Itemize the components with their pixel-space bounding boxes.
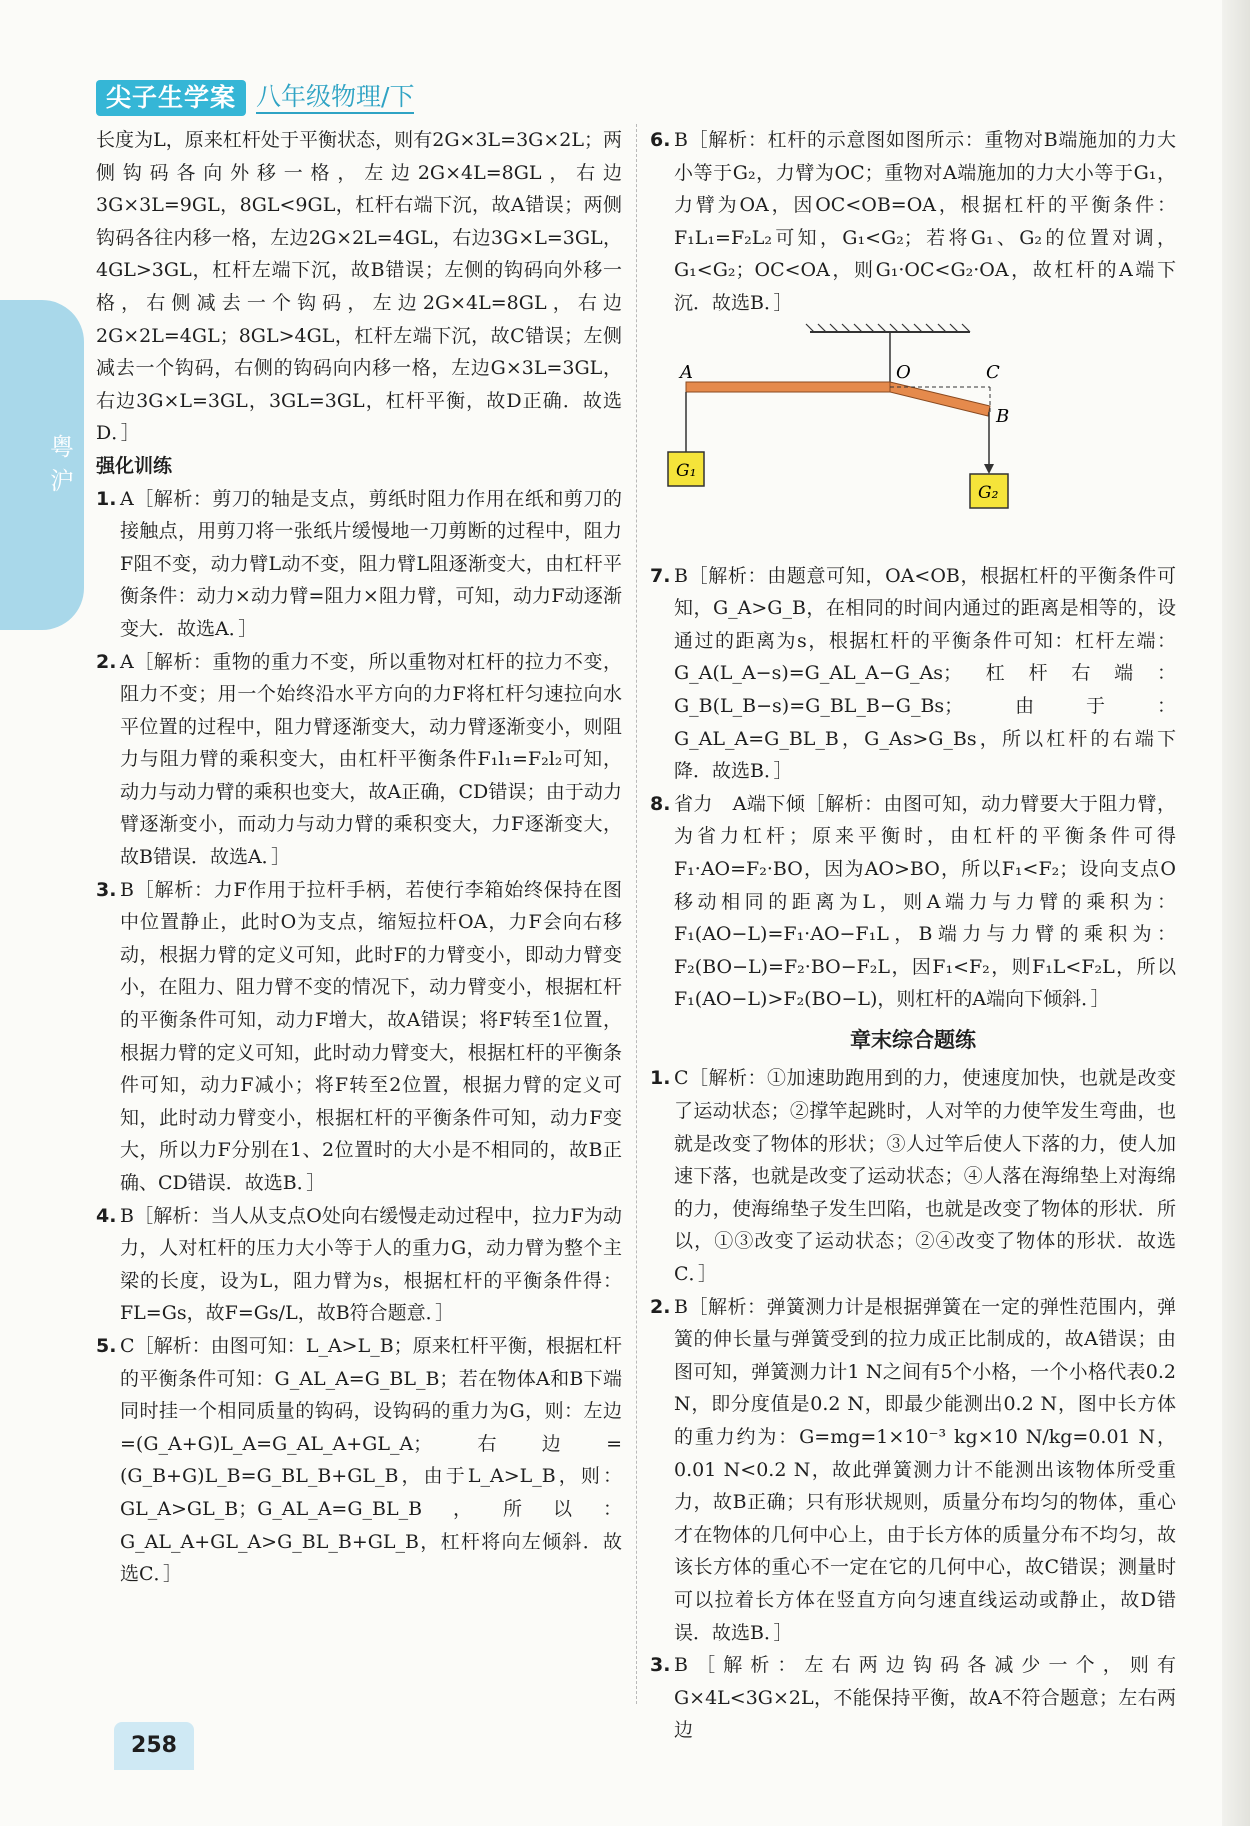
- label-g1: G₁: [676, 460, 697, 481]
- right-column: [650, 124, 1176, 1747]
- answer-number: 3.: [650, 1654, 671, 1677]
- arrow-b: [984, 464, 994, 474]
- page-number: 258: [114, 1722, 194, 1770]
- answer-item: [650, 1649, 1176, 1747]
- chapter-title: 章末综合题练: [850, 1027, 976, 1052]
- answer-number: 7.: [650, 564, 671, 587]
- answer-number: 1.: [650, 1067, 671, 1090]
- lever-diagram-svg: [650, 320, 1176, 560]
- answer-number: 1.: [96, 487, 117, 510]
- answer-item: [650, 124, 1176, 320]
- left-column: [96, 124, 622, 1591]
- label-b: B: [996, 405, 1010, 427]
- answer-number: 4.: [96, 1204, 117, 1227]
- answer-text: A［解析：重物的重力不变，所以重物对杠杆的拉力不变，阻力不变；用一个始终沿水平方向的力F将杠杆匀速拉向水平位置的过程中，阻力臂逐渐变大，动力臂逐渐变小，则阻力与阻力臂的乘积变大，由杠杆平衡条件F₁l₁=F₂l₂可知，动力与动力臂的乘积也变大，故A正确，CD错误；由于动力臂逐渐变小，而动力与动力臂的乘积变大，力F逐渐变大，故B错误．故选A．］: [120, 650, 622, 869]
- answer-number: 6.: [650, 129, 671, 151]
- continued-answer: 长度为L，原来杠杆处于平衡状态，则有2G×3L=3G×2L；两侧钩码各向外移一格，左边2G×4L=8GL，右边3G×3L=9GL，8GL<9GL，杠杆右端下沉，故A错误；两侧钩码各往内移一格，左边2G×2L=4GL，右边3G×L=3GL，4GL>3GL，杠杆左端下沉，故B错误；左侧的钩码向外移一格，右侧减去一个钩码，左边2G×4L=8GL，右边2G×2L=4GL；8GL>4GL，杠杆左端下沉，故C错误；左侧减去一个钩码，右侧的钩码向内移一格，左边G×3L=3GL，右边3G×L=3GL，3GL=3GL，杠杆平衡，故D正确．故选D．］: [96, 129, 622, 445]
- answer-item: [96, 874, 622, 1200]
- answer-text: B［解析：力F作用于拉杆手柄，若使行李箱始终保持在图中位置静止，此时O为支点，缩短拉杆OA，力F会向右移动，根据力臂的定义可知，此时F的力臂变小，即动力臂变小，在阻力、阻力臂不变的情况下，动力臂变小，根据杠杆的平衡条件可知，动力F增大，故A错误；将F转至1位置，根据力臂的定义可知，此时动力臂变大，根据杠杆的平衡条件可知，动力F减小；将F转至2位置，根据力臂的定义可知，此时动力臂变小，根据杠杆的平衡条件可知，动力F变大，所以力F分别在1、2位置时的大小是不相同的，故B正确、CD错误．故选B．］: [120, 878, 622, 1194]
- answer-text: B［解析：左右两边钩码各减少一个，则有G×4L<3G×2L，不能保持平衡，故A不符合题意；左右两边: [674, 1654, 1176, 1742]
- answer-number: 3.: [96, 878, 117, 901]
- column-divider: [636, 124, 637, 1704]
- answer-item: [650, 1062, 1176, 1290]
- label-c: C: [986, 361, 1000, 383]
- answer-text: B［解析：弹簧测力计是根据弹簧在一定的弹性范围内，弹簧的伸长量与弹簧受到的拉力成正比制成的，故A错误；由图可知，弹簧测力计1 N之间有5个小格，一个小格代表0.2 N，即分度值是0.2 N，即最少能测出0.2 N，图中长方体的重力约为：G=mg=1×10⁻³ kg×10 N/kg=0.01 N，0.01 N<0.2 N，故此弹簧测力计不能测出该物体所受重力，故B正确；只有形状规则，质量分布均匀的物体，重心才在物体的几何中心上，由于长方体的质量分布不均匀，故该长方体的重心不一定在它的几何中心，故C错误；测量时可以拉着长方体在竖直方向匀速直线运动或静止，故D错误．故选B．］: [674, 1295, 1176, 1644]
- answer-item: [96, 483, 622, 646]
- answer-list: [96, 483, 622, 1591]
- answer-number: 8.: [650, 792, 671, 815]
- book-subtitle: 八年级物理/下: [256, 82, 414, 114]
- answer-number: 5.: [96, 1334, 117, 1357]
- answer-item: [96, 646, 622, 874]
- answer-text: B［解析：杠杆的示意图如图所示：重物对B端施加的力大小等于G₂，力臂为OC；重物对A端施加的力大小等于G₁，力臂为OA，因OC<OB=OA，根据杠杆的平衡条件：F₁L₁=F₂L₂可知，G₁<G₂；若将G₁、G₂的位置对调，G₁<G₂；OC<OA，则G₁·OC<G₂·OA，故杠杆的A端下沉．故选B．］: [674, 129, 1176, 314]
- answer-item: [650, 560, 1176, 788]
- answer-text: B［解析：当人从支点O处向右缓慢走动过程中，拉力F为动力，人对杠杆的压力大小等于人的重力G，动力臂为整个主梁的长度，设为L，阻力臂为s，根据杠杆的平衡条件得：FL=Gs，故F=Gs/L，故B符合题意．］: [120, 1204, 622, 1325]
- answer-text: C［解析：①加速助跑用到的力，使速度加快，也就是改变了运动状态；②撑竿起跳时，人对竿的力使竿发生弯曲，也就是改变了物体的形状；③人过竿后使人下落的力，使人加速下落，也就是改变了运动状态；④人落在海绵垫上对海绵的力，使海绵垫子发生凹陷，也就是改变了物体的形状．所以，①③改变了运动状态；②④改变了物体的形状．故选C．］: [674, 1067, 1176, 1286]
- lever-arm-left: [686, 382, 890, 392]
- section-title: 强化训练: [96, 454, 173, 477]
- label-a: A: [680, 361, 693, 383]
- answer-text: C［解析：由图可知：L_A>L_B；原来杠杆平衡，根据杠杆的平衡条件可知：G_AL_A=G_BL_B；若在物体A和B下端同时挂一个相同质量的钩码，设钩码的重力为G，则：左边=(G_A+G)L_A=G_AL_A+GL_A；右边=(G_B+G)L_B=G_BL_B+GL_B，由于L_A>L_B，则：GL_A>GL_B；G_AL_A=G_BL_B，所以：G_AL_A+GL_A>G_BL_B+GL_B，杠杆将向左倾斜．故选C．］: [120, 1334, 622, 1586]
- page-header: [96, 80, 414, 116]
- answer-item: [96, 1330, 622, 1591]
- answer-text: A［解析：剪刀的轴是支点，剪纸时阻力作用在纸和剪刀的接触点，用剪刀将一张纸片缓慢地一刀剪断的过程中，阻力F阻不变，动力臂L动不变，阻力臂L阻逐渐变大，由杠杆平衡条件：动力×动力臂=阻力×阻力臂，可知，动力F动逐渐变大．故选A．］: [120, 487, 622, 640]
- lever-diagram: [650, 320, 1176, 560]
- answer-text: B［解析：由题意可知，OA<OB，根据杠杆的平衡条件可知，G_A>G_B，在相同的时间内通过的距离是相等的，设通过的距离为s，根据杠杆的平衡条件可知：杠杆左端：G_A(L_A−s)=G_AL_A−G_As；杠杆右端：G_B(L_B−s)=G_BL_B−G_Bs；由于：G_AL_A=G_BL_B，G_As>G_Bs，所以杠杆的右端下降．故选B．］: [674, 564, 1176, 783]
- answer-text: 省力 A端下倾［解析：由图可知，动力臂要大于阻力臂，为省力杠杆；原来平衡时，由杠杆的平衡条件可得F₁·AO=F₂·BO，因为AO>BO，所以F₁<F₂；设向支点O移动相同的距离为L，则A端力与力臂的乘积为：F₁(AO−L)=F₁·AO−F₁L，B端力与力臂的乘积为：F₂(BO−L)=F₂·BO−F₂L，因F₁<F₂，则F₁L<F₂L，所以F₁(AO−L)>F₂(BO−L)，则杠杆的A端向下倾斜．］: [674, 792, 1176, 1011]
- brand-logo: 尖子生学案: [96, 80, 246, 116]
- side-tab-label: 粤沪: [50, 433, 74, 495]
- page-edge: [1222, 0, 1250, 1826]
- label-o: O: [896, 361, 911, 383]
- label-g2: G₂: [978, 482, 999, 503]
- ceiling-hatch: [806, 324, 970, 332]
- answer-item: [96, 1200, 622, 1330]
- answer-number: 2.: [650, 1295, 671, 1318]
- answer-number: 2.: [96, 650, 117, 673]
- answer-item: [650, 1291, 1176, 1650]
- answer-item: [650, 788, 1176, 1016]
